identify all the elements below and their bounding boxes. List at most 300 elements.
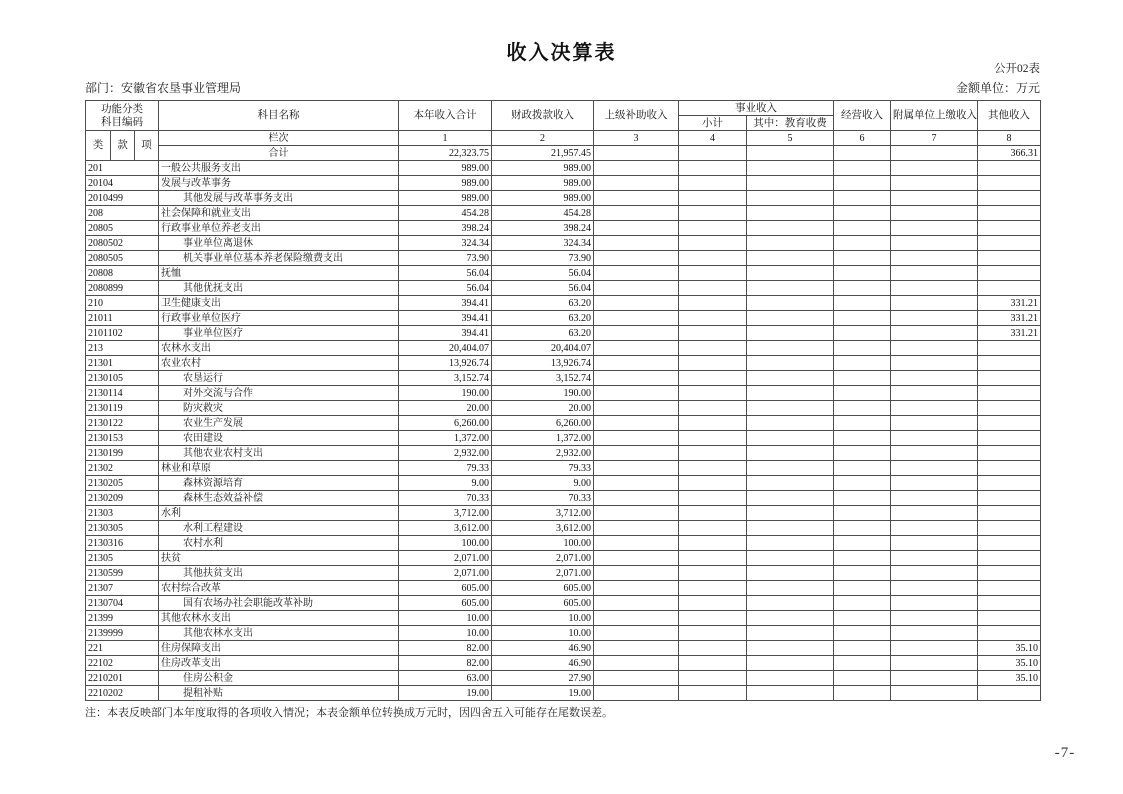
row-code: 20805 xyxy=(86,221,159,236)
row-value-col3 xyxy=(594,296,679,311)
row-value-col1: 989.00 xyxy=(399,176,492,191)
row-value-col7 xyxy=(891,176,978,191)
row-value-col7 xyxy=(891,446,978,461)
row-value-col6 xyxy=(834,371,891,386)
row-value-col4 xyxy=(679,431,747,446)
row-value-col8 xyxy=(978,566,1041,581)
row-value-col5 xyxy=(747,341,834,356)
row-subject-name: 一般公共服务支出 xyxy=(159,161,399,176)
row-subject-name: 扶贫 xyxy=(159,551,399,566)
row-subject-name: 其他农林水支出 xyxy=(159,611,399,626)
row-value-col3 xyxy=(594,551,679,566)
row-value-col2: 3,612.00 xyxy=(492,521,594,536)
row-value-col7 xyxy=(891,236,978,251)
row-value-col3 xyxy=(594,431,679,446)
row-value-col8 xyxy=(978,536,1041,551)
col-index-1: 1 xyxy=(399,131,492,146)
row-value-col6 xyxy=(834,656,891,671)
row-value-col7 xyxy=(891,506,978,521)
row-value-col5 xyxy=(747,521,834,536)
col-index-7: 7 xyxy=(891,131,978,146)
row-value-col6 xyxy=(834,506,891,521)
row-value-col3 xyxy=(594,641,679,656)
row-subject-name: 农垦运行 xyxy=(159,371,399,386)
row-value-col3 xyxy=(594,626,679,641)
row-value-col5 xyxy=(747,221,834,236)
row-subject-name: 农村综合改革 xyxy=(159,581,399,596)
row-value-col8 xyxy=(978,521,1041,536)
row-value-col3 xyxy=(594,281,679,296)
row-value-col6 xyxy=(834,221,891,236)
total-value-6 xyxy=(834,146,891,161)
row-value-col2: 20,404.07 xyxy=(492,341,594,356)
row-code: 21303 xyxy=(86,506,159,521)
row-value-col2: 2,071.00 xyxy=(492,566,594,581)
row-value-col4 xyxy=(679,341,747,356)
row-value-col2: 10.00 xyxy=(492,626,594,641)
row-value-col7 xyxy=(891,656,978,671)
page-number: -7- xyxy=(1054,745,1076,761)
row-subject-name: 发展与改革事务 xyxy=(159,176,399,191)
table-row xyxy=(86,626,1041,641)
col-index-8: 8 xyxy=(978,131,1041,146)
row-value-col7 xyxy=(891,161,978,176)
row-value-col5 xyxy=(747,461,834,476)
table-row xyxy=(86,401,1041,416)
row-value-col6 xyxy=(834,641,891,656)
row-value-col3 xyxy=(594,596,679,611)
row-value-col8 xyxy=(978,581,1041,596)
row-value-col1: 70.33 xyxy=(399,491,492,506)
row-value-col1: 73.90 xyxy=(399,251,492,266)
row-value-col6 xyxy=(834,491,891,506)
row-value-col5 xyxy=(747,236,834,251)
department-label: 部门：安徽省农垦事业管理局 xyxy=(85,81,242,95)
row-subject-name: 住房改革支出 xyxy=(159,656,399,671)
row-code: 2010499 xyxy=(86,191,159,206)
row-value-col8 xyxy=(978,416,1041,431)
row-value-col5 xyxy=(747,191,834,206)
row-value-col6 xyxy=(834,686,891,701)
table-row xyxy=(86,671,1041,686)
row-value-col8 xyxy=(978,446,1041,461)
row-value-col1: 20,404.07 xyxy=(399,341,492,356)
row-value-col3 xyxy=(594,341,679,356)
table-row xyxy=(86,416,1041,431)
row-value-col1: 190.00 xyxy=(399,386,492,401)
row-value-col1: 394.41 xyxy=(399,296,492,311)
row-code: 2130153 xyxy=(86,431,159,446)
row-value-col5 xyxy=(747,626,834,641)
row-value-col5 xyxy=(747,281,834,296)
table-row xyxy=(86,581,1041,596)
row-value-col7 xyxy=(891,326,978,341)
row-value-col5 xyxy=(747,581,834,596)
row-value-col8 xyxy=(978,371,1041,386)
row-code: 21399 xyxy=(86,611,159,626)
table-row xyxy=(86,641,1041,656)
row-value-col4 xyxy=(679,266,747,281)
row-value-col6 xyxy=(834,431,891,446)
unit-label: 金额单位：万元 xyxy=(955,81,1040,95)
row-value-col1: 20.00 xyxy=(399,401,492,416)
row-value-col7 xyxy=(891,641,978,656)
row-value-col2: 70.33 xyxy=(492,491,594,506)
header-code-group-line1: 功能分类 xyxy=(101,103,144,115)
row-value-col3 xyxy=(594,671,679,686)
row-subject-name: 农村水利 xyxy=(159,536,399,551)
row-value-col1: 2,071.00 xyxy=(399,551,492,566)
table-row xyxy=(86,161,1041,176)
header-row-1 xyxy=(86,101,1041,116)
row-value-col7 xyxy=(891,356,978,371)
row-value-col5 xyxy=(747,401,834,416)
table-row xyxy=(86,476,1041,491)
row-value-col4 xyxy=(679,221,747,236)
header-business-subtotal: 小计 xyxy=(679,116,747,131)
row-code: 2080505 xyxy=(86,251,159,266)
row-value-col7 xyxy=(891,476,978,491)
row-value-col6 xyxy=(834,356,891,371)
row-value-col1: 56.04 xyxy=(399,281,492,296)
table-row xyxy=(86,236,1041,251)
row-value-col7 xyxy=(891,251,978,266)
row-value-col1: 6,260.00 xyxy=(399,416,492,431)
header-col-xiang: 项 xyxy=(135,131,159,161)
row-value-col6 xyxy=(834,521,891,536)
row-value-col8 xyxy=(978,221,1041,236)
row-subject-name: 行政事业单位医疗 xyxy=(159,311,399,326)
row-subject-name: 森林生态效益补偿 xyxy=(159,491,399,506)
total-row xyxy=(86,146,1041,161)
row-value-col2: 27.90 xyxy=(492,671,594,686)
row-value-col2: 2,932.00 xyxy=(492,446,594,461)
header-business-group: 事业收入 xyxy=(679,101,834,116)
row-value-col3 xyxy=(594,371,679,386)
table-row xyxy=(86,551,1041,566)
row-value-col5 xyxy=(747,266,834,281)
row-code: 20808 xyxy=(86,266,159,281)
row-value-col5 xyxy=(747,326,834,341)
table-row xyxy=(86,326,1041,341)
total-value-1: 22,323.75 xyxy=(399,146,492,161)
income-table xyxy=(85,100,1041,701)
row-value-col1: 3,712.00 xyxy=(399,506,492,521)
row-value-col7 xyxy=(891,491,978,506)
row-subject-name: 事业单位离退休 xyxy=(159,236,399,251)
header-col-lei: 类 xyxy=(86,131,111,161)
row-code: 2130114 xyxy=(86,386,159,401)
row-subject-name: 森林资源培育 xyxy=(159,476,399,491)
row-value-col2: 3,712.00 xyxy=(492,506,594,521)
row-code: 20104 xyxy=(86,176,159,191)
row-subject-name: 农业生产发展 xyxy=(159,416,399,431)
row-value-col5 xyxy=(747,386,834,401)
row-value-col2: 56.04 xyxy=(492,266,594,281)
row-value-col1: 454.28 xyxy=(399,206,492,221)
row-value-col8 xyxy=(978,176,1041,191)
row-subject-name: 水利 xyxy=(159,506,399,521)
row-value-col7 xyxy=(891,461,978,476)
row-value-col4 xyxy=(679,461,747,476)
row-value-col6 xyxy=(834,251,891,266)
row-value-col8: 331.21 xyxy=(978,296,1041,311)
row-value-col8 xyxy=(978,431,1041,446)
row-code: 210 xyxy=(86,296,159,311)
row-value-col2: 454.28 xyxy=(492,206,594,221)
row-value-col8 xyxy=(978,626,1041,641)
table-row xyxy=(86,506,1041,521)
row-value-col5 xyxy=(747,431,834,446)
row-value-col6 xyxy=(834,551,891,566)
row-value-col1: 2,932.00 xyxy=(399,446,492,461)
table-row xyxy=(86,176,1041,191)
row-value-col7 xyxy=(891,281,978,296)
row-value-col1: 63.00 xyxy=(399,671,492,686)
row-value-col7 xyxy=(891,611,978,626)
row-value-col1: 398.24 xyxy=(399,221,492,236)
row-value-col6 xyxy=(834,341,891,356)
row-value-col8: 331.21 xyxy=(978,311,1041,326)
row-value-col3 xyxy=(594,176,679,191)
col-index-2: 2 xyxy=(492,131,594,146)
row-value-col2: 46.90 xyxy=(492,641,594,656)
row-value-col1: 9.00 xyxy=(399,476,492,491)
row-value-col2: 100.00 xyxy=(492,536,594,551)
row-value-col3 xyxy=(594,191,679,206)
row-value-col1: 10.00 xyxy=(399,626,492,641)
row-value-col3 xyxy=(594,491,679,506)
row-value-col3 xyxy=(594,236,679,251)
row-value-col3 xyxy=(594,656,679,671)
row-code: 2130704 xyxy=(86,596,159,611)
row-value-col2: 63.20 xyxy=(492,296,594,311)
table-body xyxy=(86,161,1041,701)
total-value-8: 366.31 xyxy=(978,146,1041,161)
row-subject-name: 行政事业单位养老支出 xyxy=(159,221,399,236)
row-value-col1: 605.00 xyxy=(399,581,492,596)
row-value-col2: 63.20 xyxy=(492,326,594,341)
row-code: 2130205 xyxy=(86,476,159,491)
row-value-col6 xyxy=(834,191,891,206)
row-value-col5 xyxy=(747,596,834,611)
row-value-col5 xyxy=(747,671,834,686)
row-value-col1: 2,071.00 xyxy=(399,566,492,581)
row-value-col1: 3,152.74 xyxy=(399,371,492,386)
table-row xyxy=(86,341,1041,356)
row-value-col2: 605.00 xyxy=(492,596,594,611)
table-note: 注：本表反映部门本年度取得的各项收入情况；本表金额单位转换成万元时，因四舍五入可能存在尾数误差。 xyxy=(85,707,613,719)
row-value-col8 xyxy=(978,401,1041,416)
row-value-col2: 20.00 xyxy=(492,401,594,416)
total-value-5 xyxy=(747,146,834,161)
row-value-col8 xyxy=(978,341,1041,356)
row-subject-name: 农林水支出 xyxy=(159,341,399,356)
row-value-col7 xyxy=(891,671,978,686)
row-subject-name: 其他扶贫支出 xyxy=(159,566,399,581)
row-value-col5 xyxy=(747,611,834,626)
row-value-col8 xyxy=(978,236,1041,251)
row-code: 2080502 xyxy=(86,236,159,251)
row-value-col8 xyxy=(978,476,1041,491)
row-subject-name: 住房公积金 xyxy=(159,671,399,686)
row-code: 208 xyxy=(86,206,159,221)
row-value-col3 xyxy=(594,446,679,461)
row-code: 2130119 xyxy=(86,401,159,416)
row-subject-name: 农田建设 xyxy=(159,431,399,446)
row-value-col3 xyxy=(594,461,679,476)
row-value-col1: 605.00 xyxy=(399,596,492,611)
table-row xyxy=(86,446,1041,461)
row-value-col4 xyxy=(679,251,747,266)
row-subject-name: 其他优抚支出 xyxy=(159,281,399,296)
row-value-col8: 35.10 xyxy=(978,671,1041,686)
row-value-col7 xyxy=(891,311,978,326)
row-value-col2: 989.00 xyxy=(492,161,594,176)
row-value-col6 xyxy=(834,461,891,476)
row-value-col1: 82.00 xyxy=(399,641,492,656)
lanci-label: 栏次 xyxy=(159,131,399,146)
row-code: 201 xyxy=(86,161,159,176)
header-fiscal: 财政拨款收入 xyxy=(492,101,594,131)
row-subject-name: 卫生健康支出 xyxy=(159,296,399,311)
row-value-col7 xyxy=(891,206,978,221)
row-value-col4 xyxy=(679,491,747,506)
row-value-col8 xyxy=(978,191,1041,206)
row-code: 21011 xyxy=(86,311,159,326)
row-value-col4 xyxy=(679,416,747,431)
table-row xyxy=(86,296,1041,311)
row-value-col6 xyxy=(834,416,891,431)
row-subject-name: 社会保障和就业支出 xyxy=(159,206,399,221)
row-value-col4 xyxy=(679,686,747,701)
row-value-col1: 79.33 xyxy=(399,461,492,476)
row-value-col7 xyxy=(891,566,978,581)
row-value-col3 xyxy=(594,266,679,281)
row-code: 2130199 xyxy=(86,446,159,461)
row-subject-name: 抚恤 xyxy=(159,266,399,281)
header-other: 其他收入 xyxy=(978,101,1041,131)
row-subject-name: 其他发展与改革事务支出 xyxy=(159,191,399,206)
header-row-lanci xyxy=(86,131,1041,146)
row-value-col6 xyxy=(834,326,891,341)
row-value-col6 xyxy=(834,566,891,581)
row-value-col5 xyxy=(747,656,834,671)
row-value-col6 xyxy=(834,671,891,686)
table-row xyxy=(86,686,1041,701)
table-row xyxy=(86,491,1041,506)
row-value-col2: 9.00 xyxy=(492,476,594,491)
row-value-col2: 1,372.00 xyxy=(492,431,594,446)
row-value-col5 xyxy=(747,491,834,506)
row-value-col8 xyxy=(978,281,1041,296)
row-value-col4 xyxy=(679,611,747,626)
row-value-col6 xyxy=(834,536,891,551)
row-value-col6 xyxy=(834,161,891,176)
row-value-col4 xyxy=(679,476,747,491)
row-subject-name: 事业单位医疗 xyxy=(159,326,399,341)
row-code: 221 xyxy=(86,641,159,656)
table-row xyxy=(86,386,1041,401)
row-code: 2139999 xyxy=(86,626,159,641)
row-value-col2: 398.24 xyxy=(492,221,594,236)
row-value-col4 xyxy=(679,386,747,401)
row-value-col3 xyxy=(594,566,679,581)
row-value-col6 xyxy=(834,311,891,326)
row-value-col6 xyxy=(834,581,891,596)
row-value-col8 xyxy=(978,551,1041,566)
row-value-col6 xyxy=(834,296,891,311)
row-value-col5 xyxy=(747,296,834,311)
row-value-col1: 324.34 xyxy=(399,236,492,251)
row-value-col3 xyxy=(594,686,679,701)
col-index-5: 5 xyxy=(747,131,834,146)
total-label: 合计 xyxy=(159,146,399,161)
row-value-col4 xyxy=(679,236,747,251)
row-value-col3 xyxy=(594,611,679,626)
row-value-col6 xyxy=(834,401,891,416)
row-value-col4 xyxy=(679,356,747,371)
row-code: 213 xyxy=(86,341,159,356)
row-value-col5 xyxy=(747,506,834,521)
row-code: 2210201 xyxy=(86,671,159,686)
row-value-col4 xyxy=(679,506,747,521)
row-value-col1: 100.00 xyxy=(399,536,492,551)
row-value-col4 xyxy=(679,161,747,176)
row-value-col1: 394.41 xyxy=(399,326,492,341)
row-value-col2: 989.00 xyxy=(492,191,594,206)
row-value-col4 xyxy=(679,191,747,206)
row-value-col8 xyxy=(978,686,1041,701)
row-value-col4 xyxy=(679,296,747,311)
row-value-col4 xyxy=(679,281,747,296)
row-value-col3 xyxy=(594,416,679,431)
row-code: 2130305 xyxy=(86,521,159,536)
row-value-col3 xyxy=(594,356,679,371)
row-code: 22102 xyxy=(86,656,159,671)
row-value-col1: 56.04 xyxy=(399,266,492,281)
row-value-col5 xyxy=(747,416,834,431)
row-value-col4 xyxy=(679,626,747,641)
table-row xyxy=(86,371,1041,386)
row-value-col7 xyxy=(891,536,978,551)
table-row xyxy=(86,566,1041,581)
row-value-col2: 3,152.74 xyxy=(492,371,594,386)
total-value-3 xyxy=(594,146,679,161)
col-index-6: 6 xyxy=(834,131,891,146)
row-value-col1: 82.00 xyxy=(399,656,492,671)
row-value-col3 xyxy=(594,536,679,551)
row-value-col8 xyxy=(978,266,1041,281)
row-value-col4 xyxy=(679,596,747,611)
row-value-col3 xyxy=(594,521,679,536)
row-value-col4 xyxy=(679,311,747,326)
row-value-col4 xyxy=(679,551,747,566)
row-value-col4 xyxy=(679,206,747,221)
row-value-col2: 324.34 xyxy=(492,236,594,251)
row-value-col2: 190.00 xyxy=(492,386,594,401)
page-title: 收入决算表 xyxy=(506,42,617,64)
row-value-col5 xyxy=(747,446,834,461)
row-value-col8 xyxy=(978,491,1041,506)
row-value-col8: 331.21 xyxy=(978,326,1041,341)
row-code: 2130316 xyxy=(86,536,159,551)
row-value-col5 xyxy=(747,371,834,386)
row-value-col6 xyxy=(834,281,891,296)
row-value-col4 xyxy=(679,656,747,671)
table-row xyxy=(86,221,1041,236)
table-row xyxy=(86,521,1041,536)
